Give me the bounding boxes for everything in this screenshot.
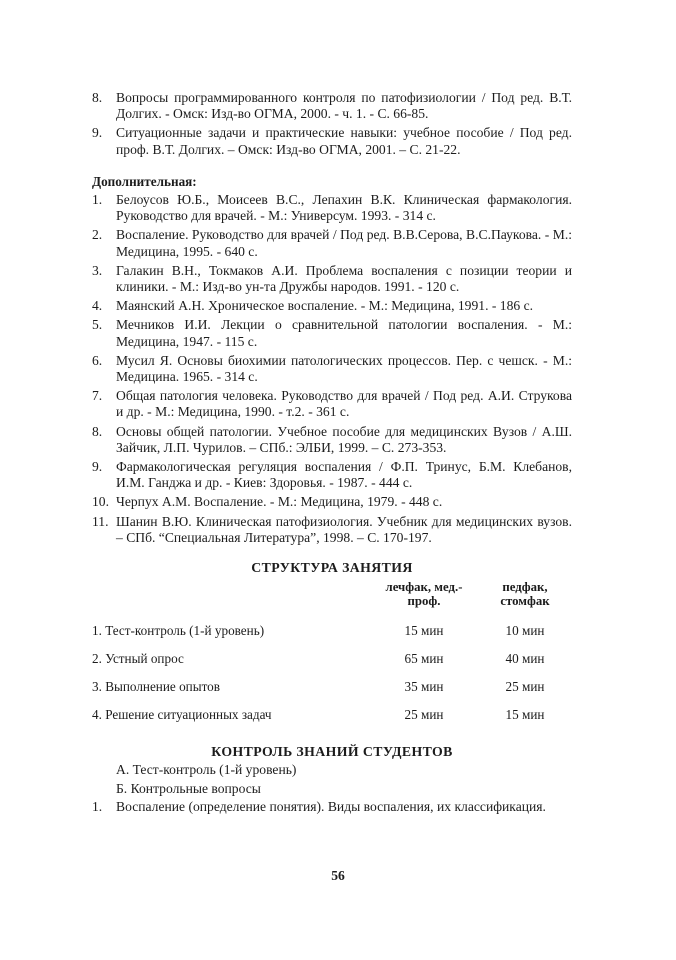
reference-item (92, 192, 572, 224)
reference-text: Галакин В.Н., Токмаков А.И. Проблема воспаления с позиции теории и клиники. - М.: Изд-во ун-та Дружбы народов. 1991. - 120 с. (116, 262, 572, 295)
reference-number: 4. (92, 298, 103, 314)
row-value-lechfak: 15 мин (404, 623, 444, 639)
row-value-pedfak: 10 мин (505, 623, 545, 639)
additional-heading: Дополнительная: (92, 173, 197, 189)
reference-item (92, 263, 572, 295)
row-value-pedfak: 25 мин (505, 679, 545, 695)
reference-number: 11. (92, 513, 109, 529)
reference-number: 6. (92, 352, 103, 368)
additional-references-list (92, 192, 572, 546)
reference-item (92, 459, 572, 491)
row-label: 4. Решение ситуационных задач (92, 707, 272, 723)
question-number: 1. (92, 798, 103, 814)
reference-text: Воспаление. Руководство для врачей / Под ред. В.В.Серова, В.С.Паукова. - М.: Медицина, 1995. - 640 с. (116, 227, 572, 259)
page-number: 56 (331, 868, 345, 883)
reference-number: 9. (92, 125, 103, 141)
structure-table (92, 580, 572, 736)
table-row (92, 624, 572, 652)
column-header-pedfak: педфак, стомфак (500, 580, 550, 609)
reference-item (92, 353, 572, 385)
reference-number: 5. (92, 317, 103, 333)
reference-text: Основы общей патологии. Учебное пособие для медицинских Вузов / А.Ш. Зайчик, Л.П. Чурилов. – СПб.: ЭЛБИ, 1999. – С. 273-353. (116, 423, 572, 455)
reference-item (92, 424, 572, 456)
reference-number: 7. (92, 388, 103, 404)
table-row (92, 708, 572, 736)
reference-number: 8. (92, 90, 103, 105)
control-item-b: Б. Контрольные вопросы (116, 780, 261, 796)
row-value-lechfak: 65 мин (404, 651, 444, 667)
reference-text: Общая патология человека. Руководство для врачей / Под ред. А.И. Струкова и др. - М.: Медицина, 1990. - т.2. - 361 с. (116, 388, 572, 420)
reference-item (92, 388, 572, 420)
row-label: 2. Устный опрос (92, 651, 184, 667)
reference-text: Ситуационные задачи и практические навыки: учебное пособие / Под ред. проф. В.Т. Долгих. – Омск: Изд-во ОГМА, 2001. – С. 21-22. (116, 125, 572, 157)
control-title: КОНТРОЛЬ ЗНАНИЙ СТУДЕНТОВ (211, 744, 453, 760)
table-row (92, 652, 572, 680)
control-item-a: А. Тест-контроль (1-й уровень) (116, 762, 297, 778)
row-label: 3. Выполнение опытов (92, 679, 220, 695)
table-header-row (92, 580, 572, 624)
reference-text: Белоусов Ю.Б., Моисеев В.С., Лепахин В.К. Клиническая фармакология. Руководство для врачей. - М.: Универсум. 1993. - 314 с. (116, 192, 572, 224)
reference-item (92, 298, 572, 314)
control-questions-list (92, 799, 572, 815)
reference-number: 1. (92, 192, 103, 208)
header-empty (92, 580, 370, 624)
reference-item (92, 494, 572, 510)
reference-number: 8. (92, 423, 103, 439)
reference-text: Шанин В.Ю. Клиническая патофизиология. Учебник для медицинских вузов. – СПб. “Специальная Литература”, 1998. – С. 170-197. (116, 513, 572, 545)
row-value-pedfak: 15 мин (505, 707, 545, 723)
reference-text: Мусил Я. Основы биохимии патологических процессов. Пер. с чешск. - М.: Медицина. 1965. - 314 с. (116, 352, 572, 385)
reference-text: Маянский А.Н. Хроническое воспаление. - М.: Медицина, 1991. - 186 с. (116, 298, 534, 314)
structure-title: СТРУКТУРА ЗАНЯТИЯ (251, 560, 413, 576)
document-page (92, 90, 572, 818)
reference-number: 3. (92, 262, 103, 278)
reference-item (92, 317, 572, 349)
question-item (92, 799, 572, 815)
reference-text: Черпух А.М. Воспаление. - М.: Медицина, 1979. - 448 с. (116, 494, 443, 510)
reference-item (92, 125, 572, 157)
row-value-lechfak: 25 мин (404, 707, 444, 723)
reference-number: 10. (92, 494, 109, 510)
row-label: 1. Тест-контроль (1-й уровень) (92, 623, 265, 639)
reference-text: Фармакологическая регуляция воспаления / Ф.П. Тринус, Б.М. Клебанов, И.М. Ганджа и др. - Киев: Здоровья. - 1987. - 444 с. (116, 459, 572, 491)
table-row (92, 680, 572, 708)
reference-number: 2. (92, 227, 103, 243)
row-value-pedfak: 40 мин (505, 651, 545, 667)
reference-text: Вопросы программированного контроля по патофизиологии / Под ред. В.Т. Долгих. - Омск: Изд-во ОГМА, 2000. - ч. 1. - С. 66-85. (116, 90, 572, 122)
question-text: Воспаление (определение понятия). Виды воспаления, их классификация. (116, 798, 546, 814)
reference-item (92, 514, 572, 546)
row-value-lechfak: 35 мин (404, 679, 444, 695)
reference-text: Мечников И.И. Лекции о сравнительной патологии воспаления. - М.: Медицина, 1947. - 115 с. (116, 317, 572, 349)
reference-number: 9. (92, 459, 103, 475)
column-header-lechfak: лечфак, мед.-проф. (385, 580, 463, 609)
main-references-list (92, 90, 572, 158)
reference-item (92, 227, 572, 259)
reference-item (92, 90, 572, 122)
